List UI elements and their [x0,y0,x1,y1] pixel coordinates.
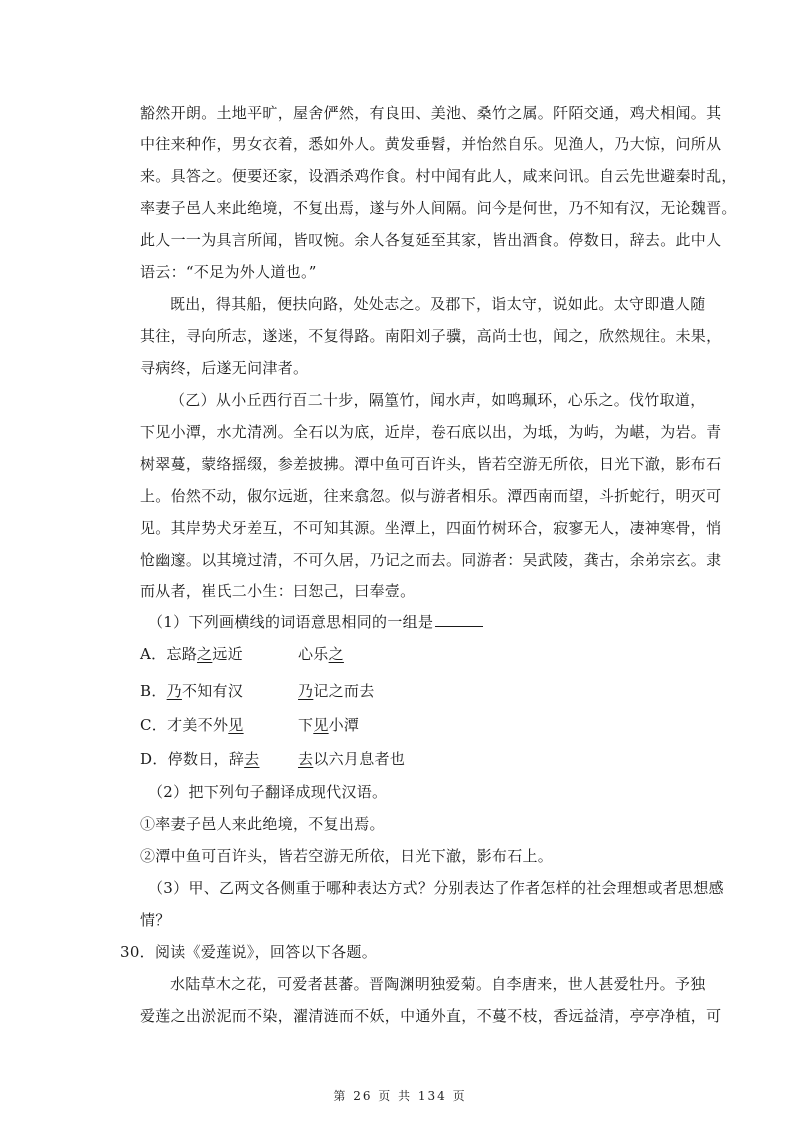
underlined-word: 之 [328,645,344,663]
option-text: 小潭 [328,716,360,734]
option-b-right [298,681,375,701]
passage-jia-line: 中往来种作，男女衣着，悉如外人。黄发垂髫，并怡然自乐。见渔人，乃大惊，问所从 [140,135,722,153]
passage-yi-line: 上。佁然不动，俶尔远逝，往来翕忽。似与游者相乐。潭西南而望，斗折蛇行，明灭可 [140,487,722,505]
option-b-left [140,681,243,701]
question-2-text: （2）把下列句子翻译成现代汉语。 [148,783,388,801]
underlined-word: 之 [197,645,213,663]
page-number-footer: 第 26 页 共 134 页 [333,1089,467,1103]
underlined-word: 去 [298,750,314,768]
question-1-text: （1）下列画横线的词语意思相同的一组是 [148,613,434,631]
passage-yi-line: 而从者，崔氏二小生：曰恕己，曰奉壹。 [140,582,416,600]
option-text: 以六月息者也 [313,750,406,768]
passage-jia-line: 寻病终，后遂无问津者。 [140,359,309,377]
option-text: 下 [298,716,314,734]
passage-jia-line: 既出，得其船，便扶向路，处处志之。及郡下，诣太守，说如此。太守即遣人随 [170,295,706,313]
option-a-left [140,644,243,664]
underlined-word: 去 [244,750,260,768]
option-c-right [298,715,359,735]
passage-jia-line: 语云：“不足为外人道也。” [140,263,317,281]
underlined-word: 见 [228,716,244,734]
question-30-heading: 30．阅读《爱莲说》，回答以下各题。 [120,943,377,961]
passage-yi-line: 树翠蔓，蒙络摇缀，参差披拂。潭中鱼可百许头，皆若空游无所依，日光下澈，影布石 [140,455,722,473]
option-text: 远近 [212,645,243,663]
option-text: 记之而去 [313,682,375,700]
passage-jia-line: 此人一一为具言所闻，皆叹惋。余人各复延至其家，皆出酒食。停数日，辞去。此中人 [140,231,722,249]
option-text: 不知有汉 [181,682,244,700]
passage-jia-line: 来。具答之。便要还家，设酒杀鸡作食。村中闻有此人，咸来问讯。自云先世避秦时乱， [140,167,737,185]
option-text: 停数日，辞 [167,750,245,768]
option-letter: D． [140,750,168,768]
underlined-word: 乃 [166,682,182,700]
option-d-left [140,749,259,769]
passage-yi-line: 见。其岸势犬牙差互，不可知其源。坐潭上，四面竹树环合，寂寥无人，凄神寒骨，悄 [140,519,722,537]
option-text: 忘路 [166,645,198,663]
option-text: 才美不外 [167,716,229,734]
question-30-passage-line: 爱莲之出淤泥而不染，濯清涟而不妖，中通外直，不蔓不枝，香远益清，亭亭净植，可 [140,1007,722,1025]
option-text: 心乐 [298,645,329,663]
option-a-right [298,644,344,664]
option-letter: C． [140,716,168,734]
question-2-item: ①率妻子邑人来此绝境，不复出焉。 [140,815,385,833]
passage-jia-line: 率妻子邑人来此绝境，不复出焉，遂与外人间隔。问今是何世，乃不知有汉，无论魏晋。 [140,199,737,217]
answer-blank[interactable] [435,612,483,627]
option-letter: B． [140,682,167,700]
option-d-right [298,749,405,769]
question-2-item: ②潭中鱼可百许头，皆若空游无所依，日光下澈，影布石上。 [140,847,554,865]
underlined-word: 见 [313,716,329,734]
underlined-word: 乃 [298,682,314,700]
question-3-line: （3）甲、乙两文各侧重于哪种表达方式？分别表达了作者怎样的社会理想或者思想感 [148,879,724,897]
question-3-line: 情？ [140,911,171,929]
option-letter: A． [140,645,167,663]
passage-jia-line: 豁然开朗。土地平旷，屋舍俨然，有良田、美池、桑竹之属。阡陌交通，鸡犬相闻。其 [140,104,722,122]
question-30-passage-line: 水陆草木之花，可爱者甚蕃。晋陶渊明独爱菊。自李唐来，世人甚爱牡丹。予独 [170,975,706,993]
passage-yi-line: 下见小潭，水尤清冽。全石以为底，近岸，卷石底以出，为坻，为屿，为嵁，为岩。青 [140,423,722,441]
passage-jia-line: 其往，寻向所志，遂迷，不复得路。南阳刘子骥，高尚士也，闻之，欣然规往。未果， [140,327,722,345]
option-c-left [140,715,244,735]
passage-yi-line: （乙）从小丘西行百二十步，隔篁竹，闻水声，如鸣珮环，心乐之。伐竹取道， [170,391,706,409]
question-1 [148,612,483,632]
passage-yi-line: 怆幽邃。以其境过清，不可久居，乃记之而去。同游者：吴武陵，龚古，余弟宗玄。隶 [140,551,722,569]
